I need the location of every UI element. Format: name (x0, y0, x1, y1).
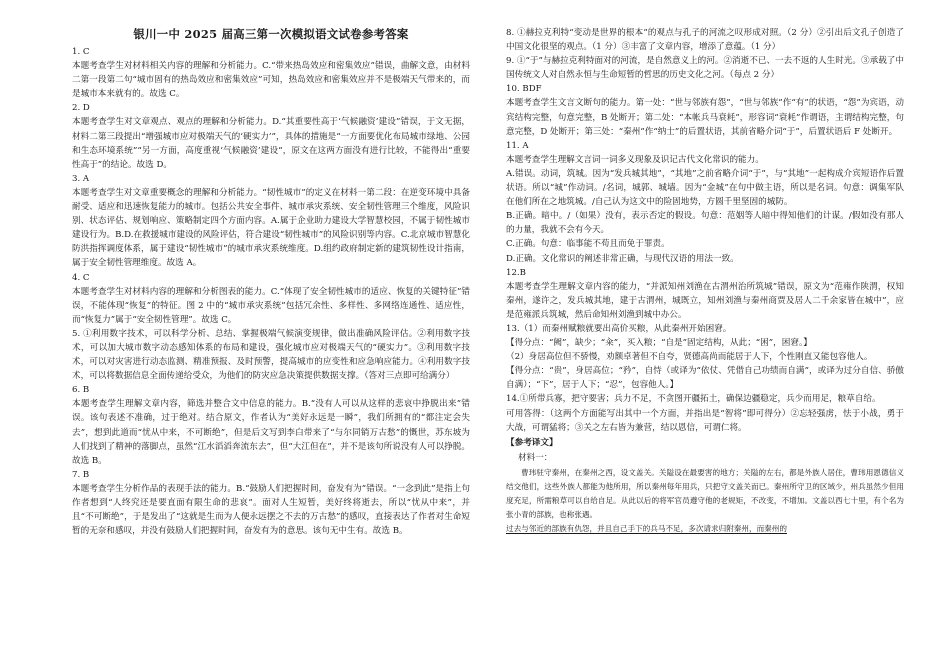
answer-paragraph: 本题考查学生理解文章内容，筛选并整合文中信息的能力。B.“没有人可以从这样的悲哀中挣脱出来”错误。该句表述不准确，过于绝对。结合原文，作者认为“美好永远是一瞬”，我们所拥有的“都注定会失去”，想到此道而“忧从中来，不可断绝”，但是后文写到李白带来了“与尔同销万古愁”的慨世，苏东坡为人们找到了精神的落脚点，虽然“江水滔滔奔流东去”，但“大江但在”，并不是该句所说没有人可以挣脱。故选 B。 (72, 399, 470, 466)
answer-paragraph: 9. ①“于”与赫拉克利特面对的河流，是自然意义上的河。②消逝不已、一去不返的人生时光。③承载了中国传统文人对自然永恒与生命短暂的哲思的历史文化之河。（每点 2 分） (506, 56, 904, 81)
answer-paragraph: 【得分点：“贵”，身居高位；“矜”，自恃（或译为“依仗、凭借自己功绩而自满”，或译为过分自信、骄傲自满）；“下”，居于人下；“忍”，包容他人。】 (506, 366, 904, 391)
left-column (72, 26, 470, 538)
answer-paragraph: 11. A (506, 140, 529, 151)
reference-translation-passage (506, 466, 904, 522)
answer-paragraph: 8. ①赫拉克利特“变动是世界的根本”的观点与孔子的河流之叹形成对照。（2 分）②引出后文孔子创造了中国文化很坚的观点。（1 分）③丰富了文章内容，增添了意蕴。（1 分） (506, 28, 904, 53)
answer-paragraph: 3. A (72, 173, 90, 184)
answer-paragraph: 可用答得：（这两个方面能写出其中一个方面，并指出是“智将”即可得分）②忘轻强虏，怯于小战，勇于大战，可谓猛将；③关之左右皆为兼营，结以恩信，可谓仁将。 (506, 408, 904, 433)
answer-paragraph: A.错误。动词，筑城。因为“发兵城其地”，“其地”之前省略介词“于”，与“其地”一起构成介宾短语作后置状语。所以“城”作动词。/名词，城郭、城墙。因为“金城”在句中做主语，所以是名词。句意：调集军队在他们所在之地筑城。/自己认为这文中的险固地势，方圆千里坚固的城防。 (506, 168, 904, 208)
document-title: 银川一中 2025 届高三第一次模拟语文试卷参考答案 (133, 27, 409, 41)
right-column (506, 26, 904, 536)
answer-paragraph: C.正确。句意：临事能不苟且而免于罪责。 (506, 239, 670, 250)
left-column-body (72, 45, 470, 538)
answer-paragraph: D.正确。文化常识的阐述非常正确，与现代汉语的用法一致。 (506, 253, 739, 264)
answer-paragraph: 本题考查学生对材料内容的理解和分析图表的能力。C.“体现了安全韧性城市的适应、恢复的关键特征”错误，不能体现“恢复”的特征。图 2 中的“城市承灾系统”包括冗余性、多样性、多网络连通性、适应性，而“恢复力”属于“安全韧性管理”。故选 C。 (72, 286, 470, 325)
answer-paragraph: 2. D (72, 103, 90, 114)
reference-translation-underlined-line: 过去与邻近的部族有仇怨，并且自己手下的兵马不足，多次请求归附秦州，而秦州的 (506, 523, 787, 533)
answer-paragraph: 1. C (72, 47, 90, 57)
answer-paragraph: 13.（1）而秦州赋粮就要出高价买粮，从此秦州开始困窘。 (506, 323, 732, 334)
answer-paragraph: 本题考查学生对文章观点、观点的理解和分析能力。D.“其重要性高于‘气候融资’建设”错误，于文无据，材料二第三段提出“增强城市应对极端天气的‘硬实力’”，具体的措施是“一方面要优化布局城市绿地、公园和生态环境系统”“另一方面，高度重视‘气候融资’建设”，原文在这两方面没有进行比较，不能得出“重要性高于”的结论。故选 D。 (72, 117, 470, 170)
answer-paragraph: 5. ①利用数字技术，可以科学分析、总结、掌握极端气候演变规律，做出准确风险评估。②利用数字技术，可以加大城市数字动态感知体系的布局和建设，强化城市应对极端天气的“硬实力”。③利用数字技术，可以对灾害进行动态监测、精准预报、及时预警，提高城市的应变性和应急响应能力。④利用数字技术，可以将数据信息全面传递给受众，为他们的防灾应急决策提供数据支撑。（答对三点即可给满分） (72, 328, 470, 382)
answer-paragraph: 12.B (506, 267, 526, 278)
answer-paragraph: 10. BDF (506, 84, 542, 95)
answer-paragraph: 7. B (72, 469, 90, 480)
translation-paragraph: 曹玮驻守秦州，在秦州之西，设文盖关。关隘设在最要害的地方；关隘的左右，都是外族人居住，曹玮用恩德信义结交他们，这些外族人都能为他所用，所以秦州每年用兵，只把守文盖关而已。秦州所守卫的区域少，州兵虽然少但用度充足，所需粮草可以自给自足。从此以后的将军官员遵守他的老规矩，不改变，不增加。文盖以西七十里，有个名为张小青的部族，也称张遇。 (506, 467, 904, 519)
answer-paragraph: 4. C (72, 272, 90, 283)
answer-paragraph: 本题考查学生对文章重要概念的理解和分析能力。“韧性城市”的定义在材料一第二段：在逆变环境中具备耐受、适应和迅速恢复能力的城市。包括公共安全事件、城市承灾系统、安全韧性管理三个维度，风险识别、状态评估、规划响应、策略制定四个方面内容。A.属于企业助力建设大学智慧校园，不属于韧性城市建设行为。B.D.在救援城市建设的风险评估，符合建设“韧性城市”的风险识别等内容。C.北京城市智慧化防洪指挥调度体系，属于建设“韧性城市”的城市承灾系统维度。D.组约政府制定新的建筑韧性设计指南，属于安全韧性管理维度。故选 A。 (72, 187, 470, 269)
answer-paragraph: （2）身居高位但不骄慢，劝额卓著但不自夸，贤德高尚而能居于人下，个性刚直又能包容他人。 (506, 352, 873, 363)
answer-paragraph: 6. B (72, 385, 90, 396)
answer-paragraph: 本题考查学生理解文章内容的能力，“并派知州刘渔在古渭州治所筑城”错误，原文为“范雍作陕渭，权知秦州，遂许之，发兵城其地，建于古渭州，城既立，知州刘渔与秦州商贾及居人二千余家皆在城中”，应是范雍派兵筑城，然后命知州刘渔到城中办公。 (506, 281, 904, 320)
answer-paragraph: B.正确。暗中。/（如果）没有，表示否定的假设。句意：范姻等人暗中得知他们的计谋。/假如没有那人的力量，我就不会有今天。 (506, 211, 904, 236)
reference-translation-subheading: 材料一： (518, 452, 553, 463)
answer-paragraph: 本题考查学生理解文言词一词多义现象及识记古代文化常识的能力。 (506, 154, 764, 165)
answer-paragraph: 【得分点：“阙”，缺少；“籴”，买入粮；“自是”固定结构，从此；“困”，困窘。】 (506, 338, 812, 349)
right-column-body (506, 26, 904, 435)
answer-paragraph: 14.①所带兵寡，把守要害；兵力不足，不贪图开疆拓土，确保边疆稳定，兵少而用足，粮草自给。 (506, 394, 881, 405)
answer-paragraph: 本题考查学生分析作品的表现手法的能力。B.“鼓励人们把握时间，奋发有为”错误。“一念到此”是指上句作者想到“人终究还是要直面有限生命的悲哀”。面对人生短暂，美好终将逝去，所以“忧从中来”，并且“不可断绝”，于是发出了“这就是生而为人便永远摆之不去的万古愁”的感叹，直接表达了作者对生命短暂的无奈和感叹，并没有鼓励人们把握时间，奋发有为的意思。该句无中生有。故选 B。 (72, 483, 470, 537)
reference-translation-heading: 【参考译文】 (506, 437, 558, 448)
answer-paragraph: 本题考查学生对材料相关内容的理解和分析能力。C.“带来热岛效应和密集效应”错误，曲解文意，由材料二第一段第二句“城市固有的热岛效应和密集效应”可知，热岛效应和密集效应并不是极端天气带来的，而是城市本来就有的。故选 C。 (72, 61, 470, 100)
answer-paragraph: 本题考查学生文言文断句的能力。第一处：“世与邻族有怨”，“世与邻族”作“有”的状语，“怨”为宾语，动宾结构完整，句意完整，B 处断开；第二处：“本帐兵马衰耗”，形容词“衰耗”作谓语，主谓结构完整，句意完整，D 处断开；第三处：“秦州”作“纳士”的后置状语，其前省略介词“于”，后置状语后 F 处断开。 (506, 98, 904, 137)
